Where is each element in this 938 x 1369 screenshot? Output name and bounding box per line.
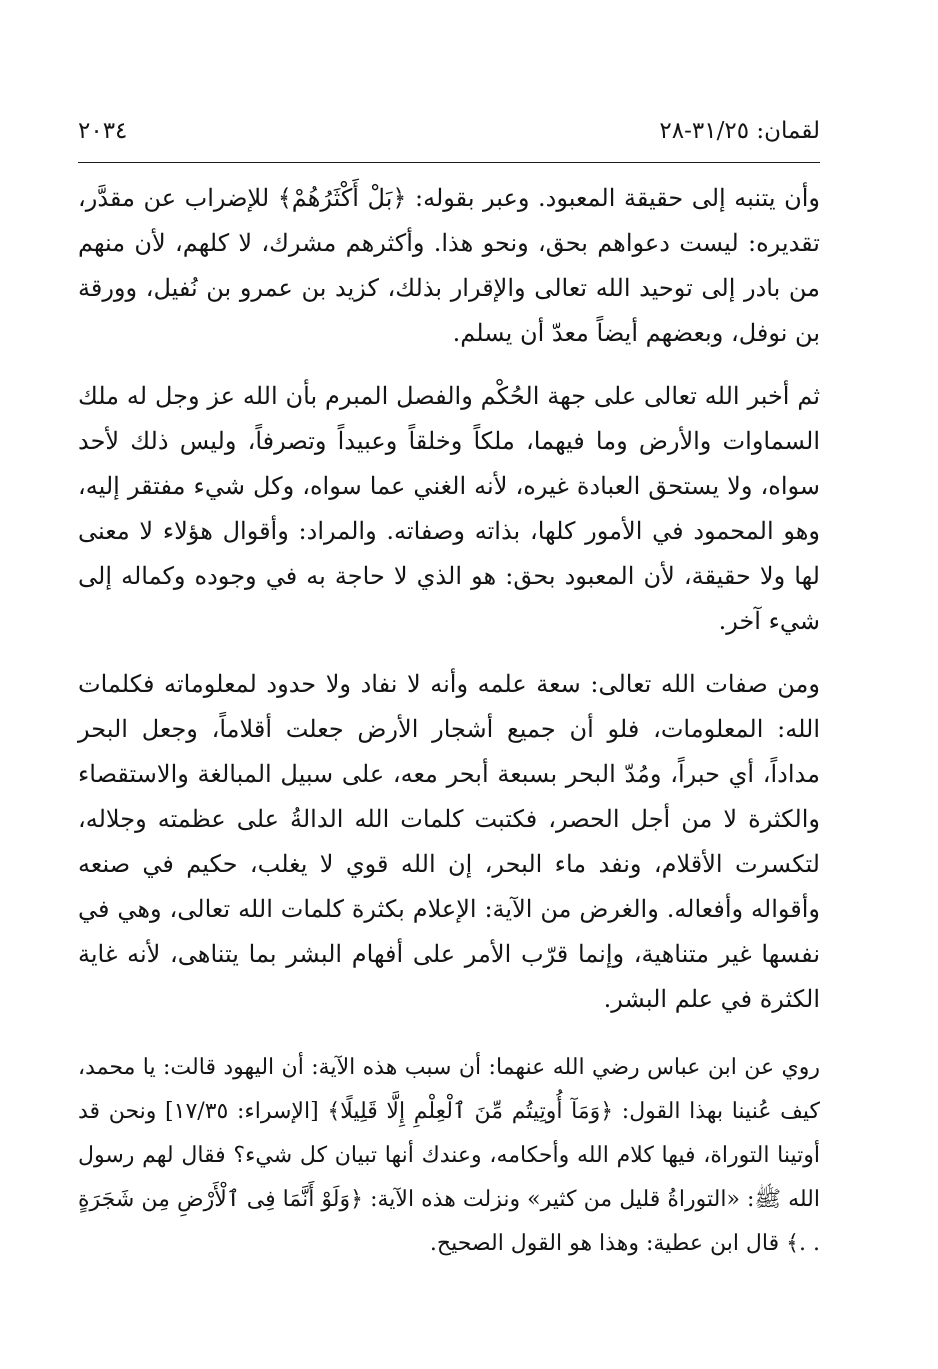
page-header	[78, 112, 820, 152]
paragraph-3: ومن صفات الله تعالى: سعة علمه وأنه لا نفاد ولا حدود لمعلوماته فكلمات الله: المعلومات، فلو أن جميع أشجار الأرض جعلت أقلاماً، وجعل البحر مداداً، أي حبراً، ومُدّ البحر بسبعة أبحر معه، على سبيل المبالغة والاستقصاء والكثرة لا من أجل الحصر، فكتبت كلمات الله الدالةُ على عظمته وجلاله، لتكسرت الأقلام، ونفد ماء البحر، إن الله قوي لا يغلب، حكيم في صنعه وأقواله وأفعاله. والغرض من الآية: الإعلام بكثرة كلمات الله تعالى، وهي في نفسها غير متناهية، وإنما قرّب الأمر على أفهام البشر بما يتناهى، لأنه غاية الكثرة في علم البشر.	[78, 670, 821, 1013]
paragraph-4: روي عن ابن عباس رضي الله عنهما: أن سبب هذه الآية: أن اليهود قالت: يا محمد، كيف عُنينا بهذا القول: ﴿وَمَآ أُوتِيتُم مِّنَ ٱلْعِلْمِ إِلَّا قَلِيلًا﴾ [الإسراء: ١٧/٣٥] ونحن قد أوتينا التوراة، فيها كلام الله وأحكامه، وعندك أنها تبيان كل شيء؟ فقال لهم رسول الله ﷺ: «التوراةُ قليل من كثير» ونزلت هذه الآية: ﴿وَلَوْ أَنَّمَا فِى ٱلْأَرْضِ مِن شَجَرَةٍ . .﴾ قال ابن عطية: وهذا هو القول الصحيح.	[78, 1055, 820, 1256]
paragraph-2: ثم أخبر الله تعالى على جهة الحُكْم والفصل المبرم بأن الله عز وجل له ملك السماوات والأرض وما فيهما، ملكاً وخلقاً وعبيداً وتصرفاً، وليس ذلك لأحد سواه، ولا يستحق العبادة غيره، لأنه الغني عما سواه، وكل شيء مفتقر إليه، وهو المحمود في الأمور كلها، بذاته وصفاته. والمراد: وأقوال هؤلاء لا معنى لها ولا حقيقة، لأن المعبود بحق: هو الذي لا حاجة به في وجوده وكماله إلى شيء آخر.	[78, 382, 820, 635]
book-page	[78, 0, 820, 1369]
main-text	[78, 176, 820, 1266]
paragraph-1: وأن يتنبه إلى حقيقة المعبود. وعبر بقوله: ﴿بَلْ أَكْثَرُهُمْ﴾ للإضراب عن مقدَّر، تقديره: ليست دعواهم بحق، ونحو هذا. وأكثرهم مشرك، لا كلهم، لأن منهم من بادر إلى توحيد الله تعالى والإقرار بذلك، كزيد بن عمرو بن نُفيل، وورقة بن نوفل، وبعضهم أيضاً معدّ أن يسلم.	[78, 184, 820, 347]
page-number: ٢٠٣٤	[78, 118, 128, 144]
header-divider	[78, 162, 820, 163]
running-title: لقمان: ٣١/٢٥-٢٨	[659, 118, 820, 144]
